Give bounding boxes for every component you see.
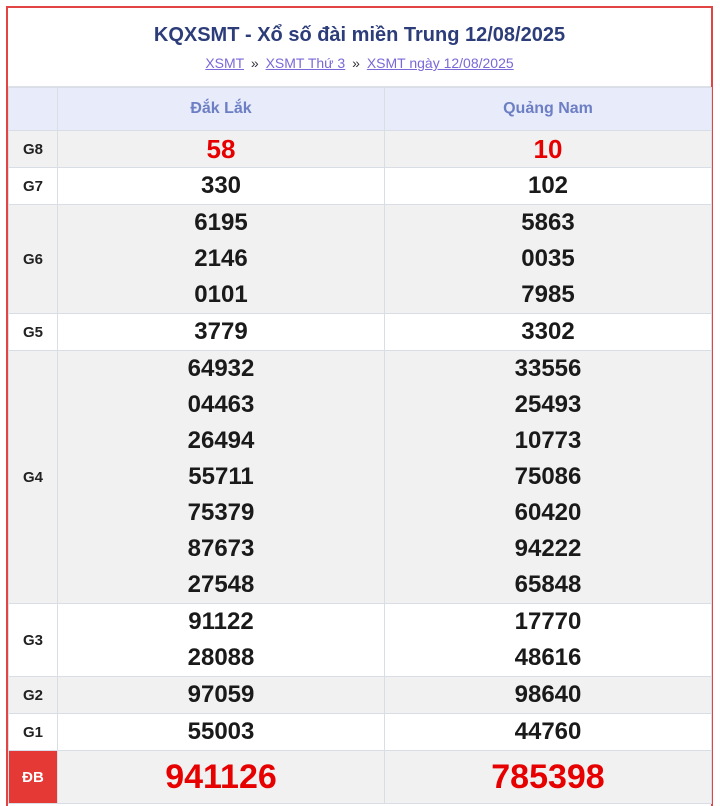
table-header-row <box>9 88 712 131</box>
prize-label: G3 <box>9 604 58 677</box>
prize-number: 0101 <box>194 281 248 308</box>
breadcrumb-xsmt-date-link[interactable]: XSMT ngày 12/08/2025 <box>366 55 514 71</box>
prize-number: 3302 <box>385 314 712 351</box>
prize-number: 97059 <box>58 677 385 714</box>
prize-cell <box>58 604 385 677</box>
prize-row-g3 <box>9 604 712 677</box>
prize-number: 102 <box>385 168 712 205</box>
prize-label: G5 <box>9 314 58 351</box>
prize-number: 17770 <box>514 608 582 635</box>
prize-number: 55003 <box>58 714 385 751</box>
prize-row-special <box>9 751 712 804</box>
prize-number: 87673 <box>187 535 255 562</box>
prize-row-g6 <box>9 205 712 314</box>
column-header-quang-nam[interactable]: Quảng Nam <box>385 88 712 131</box>
prize-number: 64932 <box>187 355 255 382</box>
prize-number: 91122 <box>188 608 254 635</box>
prize-row-g7 <box>9 168 712 205</box>
prize-number: 28088 <box>187 644 255 671</box>
prize-number: 44760 <box>385 714 712 751</box>
prize-number: 94222 <box>514 535 582 562</box>
breadcrumb-xsmt-link[interactable]: XSMT <box>205 55 244 71</box>
prize-row-g2 <box>9 677 712 714</box>
breadcrumb-separator: » <box>352 55 360 71</box>
prize-row-g5 <box>9 314 712 351</box>
prize-row-g8 <box>9 131 712 168</box>
results-card <box>6 6 713 806</box>
prize-label: G7 <box>9 168 58 205</box>
prize-label: G2 <box>9 677 58 714</box>
prize-number: 55711 <box>188 463 254 490</box>
prize-number: 10 <box>385 131 712 168</box>
breadcrumb <box>8 55 711 71</box>
prize-row-g1 <box>9 714 712 751</box>
prize-number: 04463 <box>187 391 255 418</box>
prize-number: 330 <box>58 168 385 205</box>
table-corner-cell <box>9 88 58 131</box>
results-table <box>8 87 712 804</box>
prize-cell <box>385 604 712 677</box>
prize-label: G1 <box>9 714 58 751</box>
prize-number: 7985 <box>521 281 575 308</box>
prize-number: 98640 <box>385 677 712 714</box>
prize-number: 33556 <box>514 355 582 382</box>
special-prize-number: 785398 <box>385 751 712 804</box>
prize-cell <box>385 205 712 314</box>
prize-label: G6 <box>9 205 58 314</box>
breadcrumb-separator: » <box>250 55 259 71</box>
prize-cell <box>58 205 385 314</box>
prize-number: 75379 <box>187 499 255 526</box>
prize-number: 3779 <box>58 314 385 351</box>
prize-number: 58 <box>58 131 385 168</box>
prize-number: 6195 <box>194 209 248 236</box>
page-title: KQXSMT - Xổ số đài miền Trung 12/08/2025 <box>153 24 566 46</box>
prize-label: G8 <box>9 131 58 168</box>
results-header <box>8 8 711 87</box>
breadcrumb-xsmt-thu3-link[interactable]: XSMT Thứ 3 <box>265 55 346 71</box>
prize-cell <box>385 351 712 604</box>
prize-number: 25493 <box>514 391 582 418</box>
special-prize-label: ĐB <box>9 751 58 804</box>
prize-label: G4 <box>9 351 58 604</box>
prize-number: 27548 <box>187 571 255 598</box>
prize-number: 0035 <box>521 245 575 272</box>
prize-number: 2146 <box>194 245 248 272</box>
prize-number: 65848 <box>514 571 582 598</box>
prize-number: 5863 <box>521 209 575 236</box>
prize-cell <box>58 351 385 604</box>
prize-number: 75086 <box>514 463 582 490</box>
prize-number: 10773 <box>514 427 582 454</box>
special-prize-number: 941126 <box>58 751 385 804</box>
column-header-dak-lak[interactable]: Đắk Lắk <box>58 88 385 131</box>
prize-row-g4 <box>9 351 712 604</box>
prize-number: 60420 <box>514 499 582 526</box>
prize-number: 26494 <box>187 427 255 454</box>
prize-number: 48616 <box>514 644 582 671</box>
